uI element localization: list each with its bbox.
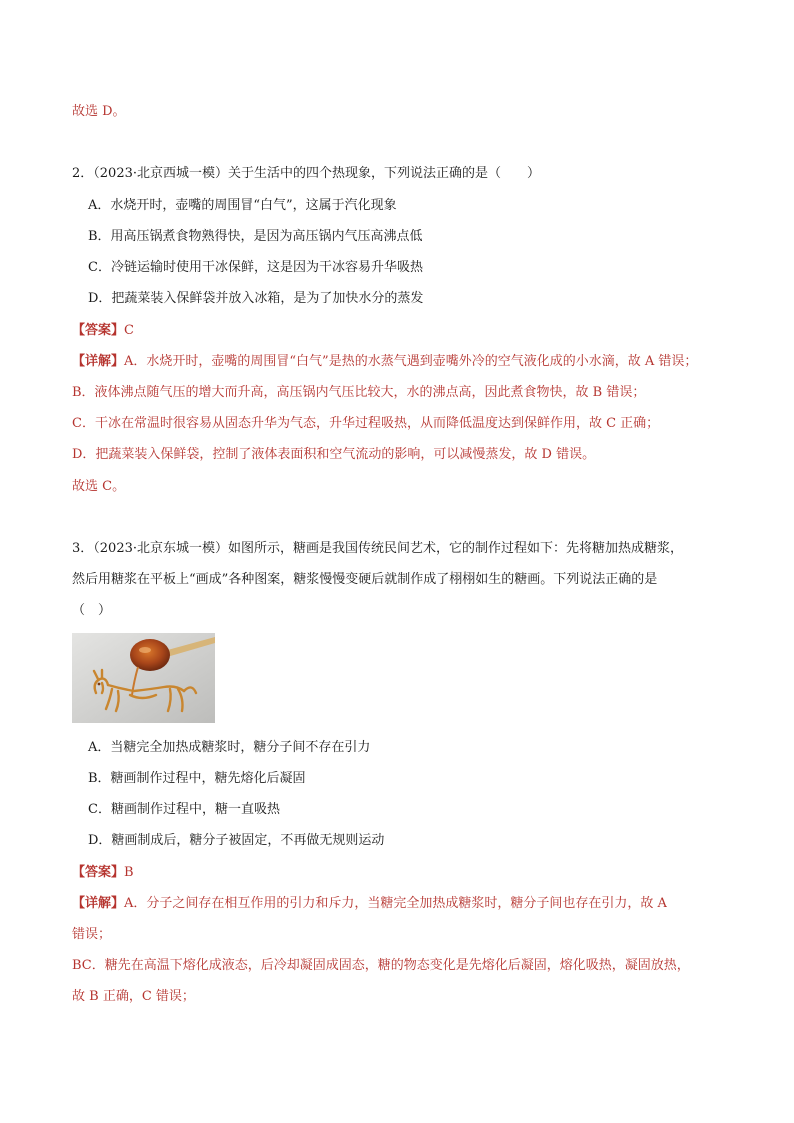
q3-option-d: D．糖画制成后，糖分子被固定，不再做无规则运动 (88, 833, 385, 848)
q3-stem-line-2: 然后用糖浆在平板上“画成”各种图案，糖浆慢慢变硬后就制作成了栩栩如生的糖画。下列说法正确的是 (72, 572, 658, 587)
q2-stem: 2．（2023·北京西城一模）关于生活中的四个热现象，下列说法正确的是（ ） (72, 166, 540, 181)
q2-option-c: C．冷链运输时使用干冰保鲜，这是因为干冰容易升华吸热 (88, 260, 423, 275)
q2-detail-line-4: D．把蔬菜装入保鲜袋，控制了液体表面积和空气流动的影响，可以减慢蒸发，故 D 错误。 (72, 447, 596, 462)
q3-option-c: C．糖画制作过程中，糖一直吸热 (88, 802, 280, 817)
q2-option-b: B．用高压锅煮食物熟得快，是因为高压锅内气压高沸点低 (88, 229, 423, 244)
q2-detail-text-1: A．水烧开时，壶嘴的周围冒“白气”是热的水蒸气遇到壶嘴外冷的空气液化成的小水滴，故 A 错误； (124, 354, 698, 369)
q3-answer (72, 865, 134, 881)
q3-option-a: A．当糖完全加热成糖浆时，糖分子间不存在引力 (88, 740, 371, 755)
q3-answer-value: B (124, 865, 134, 880)
q3-stem-line-1: 3．（2023·北京东城一模）如图所示，糖画是我国传统民间艺术，它的制作过程如下：先将糖加热成糖浆， (72, 541, 683, 556)
q2-option-d: D．把蔬菜装入保鲜袋并放入冰箱，是为了加快水分的蒸发 (88, 291, 424, 306)
q2-detail-line-1 (72, 354, 697, 370)
q3-detail-line-1 (72, 896, 667, 912)
q3-detail-line-2: 错误； (72, 927, 112, 942)
q3-detail-line-3: BC．糖先在高温下熔化成液态，后冷却凝固成固态，糖的物态变化是先熔化后凝固，熔化吸热，凝固放热， (72, 958, 690, 973)
q2-answer (72, 323, 134, 339)
q3-detail-label: 【详解】 (72, 896, 125, 911)
q3-detail-line-4: 故 B 正确，C 错误； (72, 989, 195, 1004)
q2-detail-label: 【详解】 (72, 354, 125, 369)
q3-detail-text-1: A．分子之间存在相互作用的引力和斥力，当糖完全加热成糖浆时，糖分子间也存在引力，故 A (124, 896, 667, 911)
q2-conclusion: 故选 C。 (72, 479, 126, 494)
q3-answer-label: 【答案】 (72, 865, 125, 880)
q2-answer-label: 【答案】 (72, 323, 125, 338)
q2-detail-line-3: C．干冰在常温时很容易从固态升华为气态，升华过程吸热，从而降低温度达到保鲜作用，故 C 正确； (72, 416, 660, 431)
q1-conclusion: 故选 D。 (72, 104, 126, 119)
q3-option-b: B．糖画制作过程中，糖先熔化后凝固 (88, 771, 306, 786)
q2-option-a: A．水烧开时，壶嘴的周围冒“白气”，这属于汽化现象 (88, 198, 397, 213)
q2-detail-line-2: B．液体沸点随气压的增大而升高，高压锅内气压比较大，水的沸点高，因此煮食物快，故 B 错误； (72, 385, 646, 400)
sugar-painting-photo (72, 633, 215, 723)
q2-answer-value: C (124, 323, 134, 338)
q3-stem-line-3: （ ） (72, 603, 112, 618)
